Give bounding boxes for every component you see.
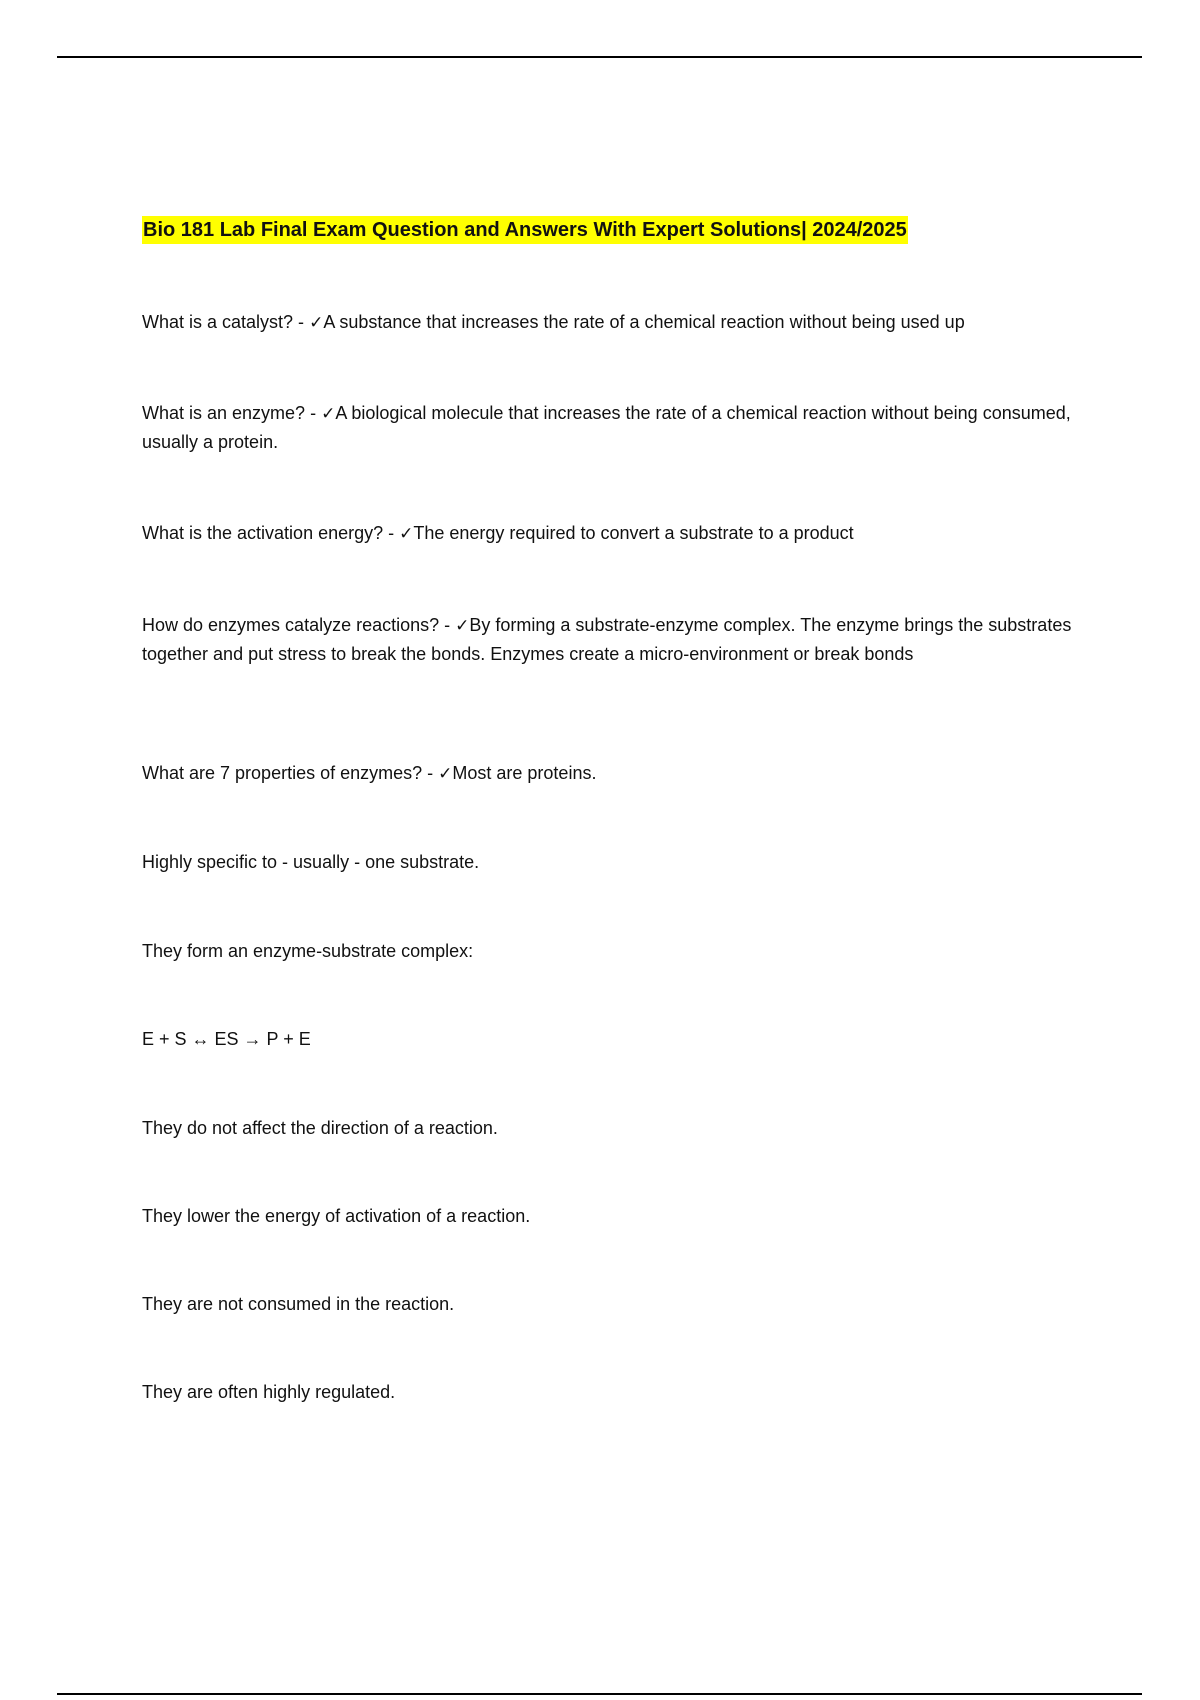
check-icon: ✓ xyxy=(438,764,453,784)
document-title: Bio 181 Lab Final Exam Question and Answers With Expert Solutions| 2024/2025 xyxy=(142,216,908,244)
question-text: How do enzymes catalyze reactions? - xyxy=(142,615,456,635)
qa-item xyxy=(142,611,1072,668)
body-line: They are often highly regulated. xyxy=(142,1382,396,1402)
answer-text: A biological molecule that increases the rate of a chemical reaction without being consumed, usually a protein. xyxy=(142,403,1071,452)
body-line: They do not affect the direction of a reaction. xyxy=(142,1118,498,1138)
answer-text: By forming a substrate-enzyme complex. The enzyme brings the substrates together and put stress to break the bonds. Enzymes create a micro-environment or break bonds xyxy=(142,615,1072,664)
bottom-rule xyxy=(57,1693,1142,1695)
top-rule xyxy=(57,56,1142,58)
qa-item xyxy=(142,399,1072,456)
body-line: They are not consumed in the reaction. xyxy=(142,1294,455,1314)
equation-line: E + S ↔ ES → P + E xyxy=(142,1029,311,1049)
question-text: What are 7 properties of enzymes? - xyxy=(142,763,439,783)
check-icon: ✓ xyxy=(309,313,324,333)
answer-text: A substance that increases the rate of a chemical reaction without being used up xyxy=(323,312,965,332)
check-icon: ✓ xyxy=(321,404,336,424)
answer-text: Most are proteins. xyxy=(452,763,597,783)
check-icon: ✓ xyxy=(455,616,470,636)
question-text: What is a catalyst? - xyxy=(142,312,310,332)
question-text: What is the activation energy? - xyxy=(142,523,400,543)
check-icon: ✓ xyxy=(399,524,414,544)
qa-item xyxy=(142,308,1072,337)
qa-item xyxy=(142,759,1072,788)
body-line: They lower the energy of activation of a reaction. xyxy=(142,1206,531,1226)
body-line: Highly specific to - usually - one substrate. xyxy=(142,852,480,872)
answer-text: The energy required to convert a substrate to a product xyxy=(413,523,854,543)
question-text: What is an enzyme? - xyxy=(142,403,322,423)
body-line: They form an enzyme-substrate complex: xyxy=(142,941,474,961)
qa-item xyxy=(142,519,1072,548)
